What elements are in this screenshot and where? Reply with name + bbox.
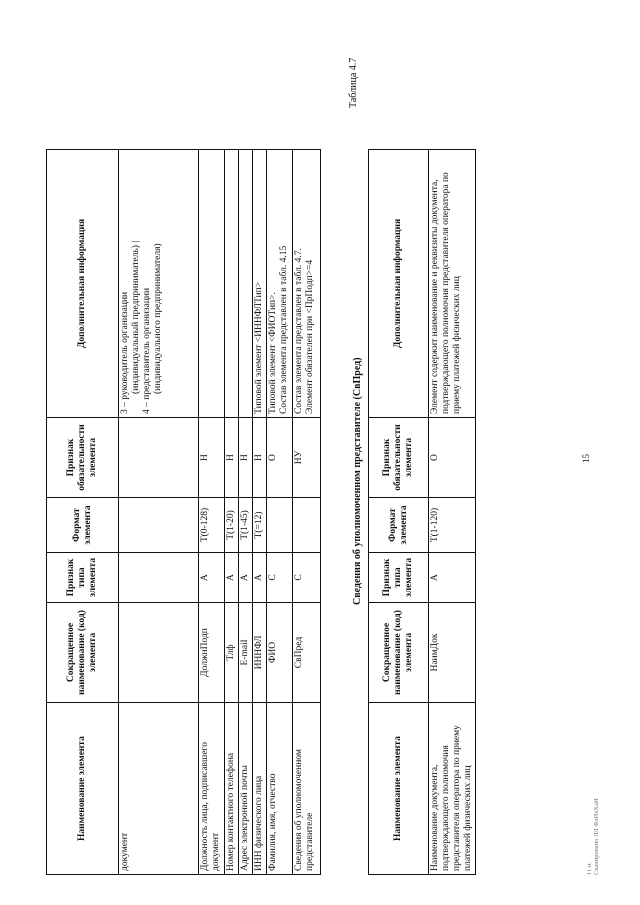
- info-line: Состав элемента представлен в табл. 4.7.: [293, 248, 304, 414]
- cell-required: O: [429, 418, 476, 498]
- cell-code: E-mail: [238, 603, 252, 703]
- cell-code: ИННФЛ: [252, 603, 266, 703]
- cell-code: НаимДок: [429, 603, 476, 703]
- cell-type: A: [225, 553, 239, 603]
- scan-footnote: [586, 798, 600, 875]
- cell-type: A: [238, 553, 252, 603]
- info-line: 4 – представитель организации: [141, 287, 152, 414]
- header-element-name: Наименование элемента: [369, 703, 429, 875]
- cell-required: H: [238, 418, 252, 498]
- header-element-type: Признак типа элемента: [369, 553, 429, 603]
- cell-name: документ: [119, 703, 199, 875]
- cell-info: [266, 150, 292, 418]
- header-element-type: Признак типа элемента: [47, 553, 119, 603]
- cell-required: [119, 418, 199, 498]
- cell-name: Номер контактного телефона: [225, 703, 239, 875]
- section-heading: Сведения об уполномоченном представителе (СвПред): [352, 357, 363, 605]
- header-element-name: Наименование элемента: [47, 703, 119, 875]
- header-additional-info: Дополнительная информация: [47, 150, 119, 418]
- cell-info: [252, 150, 266, 418]
- header-element-format: Формат элемента: [369, 498, 429, 553]
- cell-format: T(1-45): [238, 498, 252, 553]
- cell-code: Тлф: [225, 603, 239, 703]
- header-element-required: Признак обязательности элемента: [369, 418, 429, 498]
- cell-required: H: [225, 418, 239, 498]
- cell-code: ДолжнПодп: [199, 603, 225, 703]
- cell-format: T(1-20): [225, 498, 239, 553]
- cell-type: A: [252, 553, 266, 603]
- table-row: [238, 150, 252, 875]
- cell-info: [292, 150, 320, 418]
- cell-type: A: [429, 553, 476, 603]
- header-element-code: Сокращенное наименование (код) элемента: [369, 603, 429, 703]
- cell-format: T(=12): [252, 498, 266, 553]
- cell-type: C: [266, 553, 292, 603]
- table-header-row: [369, 150, 429, 875]
- cell-required: H: [252, 418, 266, 498]
- header-additional-info: Дополнительная информация: [369, 150, 429, 418]
- representative-table: [368, 149, 476, 875]
- cell-required: НУ: [292, 418, 320, 498]
- header-element-code: Сокращенное наименование (код) элемента: [47, 603, 119, 703]
- table-row: [266, 150, 292, 875]
- info-line: Типовой элемент <ФИОТип>.: [267, 292, 278, 414]
- cell-info: [225, 150, 239, 418]
- table-label: Таблица 4.7: [348, 57, 359, 108]
- cell-info: [119, 150, 199, 418]
- table-row: [252, 150, 266, 875]
- info-line: Состав элемента представлен в табл. 4.15: [278, 245, 289, 414]
- cell-name: Сведения об уполномоченном представителе: [292, 703, 320, 875]
- cell-code: СвПред: [292, 603, 320, 703]
- table-row: [119, 150, 199, 875]
- header-element-format: Формат элемента: [47, 498, 119, 553]
- info-line: Типовой элемент <ИННФЛТип>: [253, 281, 264, 414]
- cell-format: [266, 498, 292, 553]
- cell-format: [119, 498, 199, 553]
- cell-format: T(1-120): [429, 498, 476, 553]
- table-row: [225, 150, 239, 875]
- cell-code: ФИО: [266, 603, 292, 703]
- cell-format: T(0-128): [199, 498, 225, 553]
- info-line: (индивидуального предпринимателя): [152, 243, 163, 394]
- cell-code: [119, 603, 199, 703]
- info-line: (индивидуальный предприниматель) |: [130, 240, 141, 394]
- info-line: Элемент обязателен при <ПрПодп>=4: [304, 259, 315, 414]
- cell-type: C: [292, 553, 320, 603]
- cell-name: Наименование документа, подтверждающего полномочия представителя оператора по приему платежей физических лиц: [429, 703, 476, 875]
- cell-required: H: [199, 418, 225, 498]
- table-row: [429, 150, 476, 875]
- cell-format: [292, 498, 320, 553]
- page-number: 15: [581, 454, 591, 463]
- cell-name: ИНН физического лица: [252, 703, 266, 875]
- footnote-line: 11 н.: [586, 862, 593, 875]
- table-row: [199, 150, 225, 875]
- cell-type: A: [199, 553, 225, 603]
- table-header-row: [47, 150, 119, 875]
- elements-table-continued: [46, 149, 321, 875]
- header-element-required: Признак обязательности элемента: [47, 418, 119, 498]
- cell-name: Адрес электронной почты: [238, 703, 252, 875]
- cell-name: Должность лица, подписавшего документ: [199, 703, 225, 875]
- info-line: 3 – руководитель организации: [120, 291, 130, 414]
- cell-info: Элемент содержит наименование и реквизиты документа, подтверждающего полномочия представителя оператора по приему платежей физических лиц: [429, 150, 476, 418]
- footnote-line: Сканировано ЛЛ ФлИхХаИ: [593, 798, 601, 875]
- cell-required: O: [266, 418, 292, 498]
- cell-type: [119, 553, 199, 603]
- cell-info: [199, 150, 225, 418]
- cell-name: Фамилия, имя, отчество: [266, 703, 292, 875]
- table-row: [292, 150, 320, 875]
- cell-info: [238, 150, 252, 418]
